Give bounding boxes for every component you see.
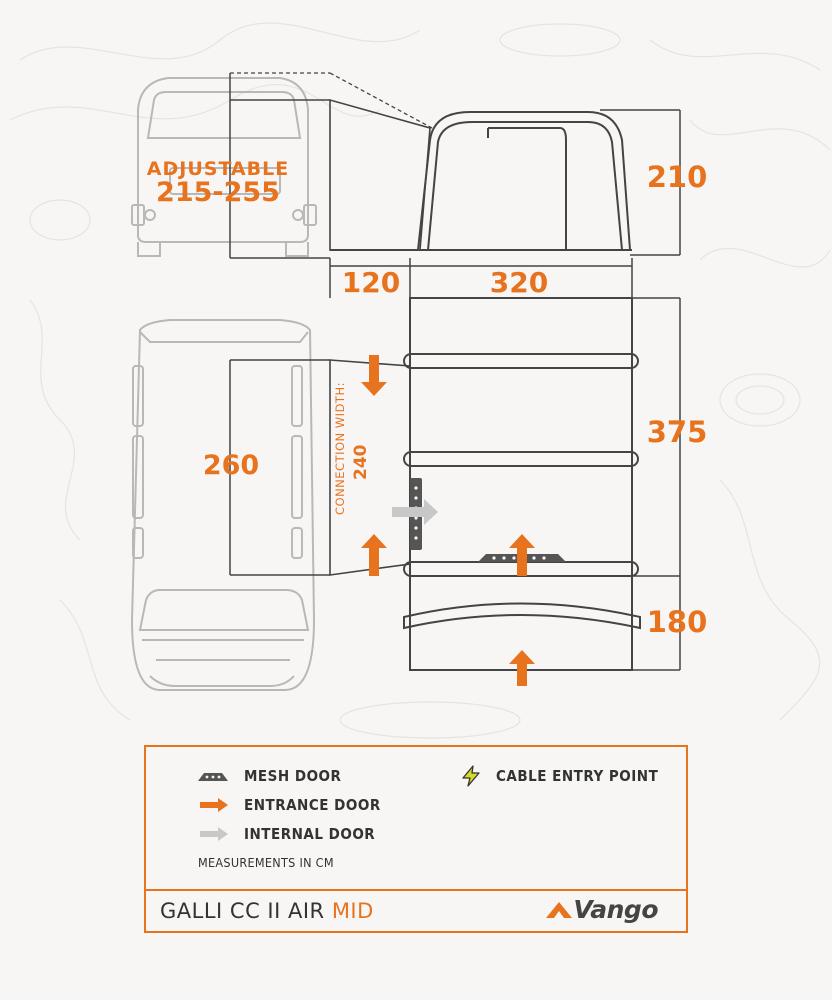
adjustable-range-value: 215-255 (156, 177, 280, 208)
adjustable-label: ADJUSTABLE (146, 158, 290, 180)
product-name: GALLI CC II AIR (160, 899, 325, 923)
legend-mesh-door (196, 767, 341, 785)
connection-width-label: CONNECTION WIDTH: (333, 382, 347, 515)
height-value: 210 (646, 160, 708, 194)
tent-body-side (330, 112, 632, 250)
brand-logo (545, 895, 658, 924)
legend-panel (144, 745, 688, 933)
product-title (160, 899, 374, 923)
legend-internal-door (196, 825, 375, 843)
entrance-arrow-icon (196, 798, 230, 812)
product-variant: MID (331, 899, 374, 923)
legend-divider (146, 889, 686, 891)
mesh-door-icon (196, 770, 230, 782)
van-top-view (132, 320, 314, 690)
legend-internal-door-label: INTERNAL DOOR (244, 825, 376, 843)
brand-name: Vango (573, 895, 658, 924)
entrance-door-arrows (361, 355, 535, 686)
tent-body-plan (404, 298, 640, 670)
connection-width-value: 240 (351, 444, 371, 480)
tent-width-value: 320 (489, 266, 549, 299)
legend-cable-entry-label: CABLE ENTRY POINT (496, 767, 659, 785)
van-connection-value: 260 (202, 450, 260, 481)
legend-cable-entry (460, 765, 658, 787)
legend-entrance-door-label: ENTRANCE DOOR (244, 796, 381, 814)
legend-mesh-door-label: MESH DOOR (244, 767, 342, 785)
internal-arrow-icon (196, 827, 230, 841)
tent-length-value: 375 (646, 415, 708, 449)
connection-tunnel-side (330, 100, 430, 250)
mesh-door-markers (410, 478, 566, 562)
porch-length-value: 180 (646, 605, 708, 639)
lightning-bolt-icon (460, 765, 482, 787)
legend-entrance-door (196, 796, 381, 814)
measurements-note: MEASUREMENTS IN CM (198, 855, 334, 870)
side-depth-value: 120 (341, 266, 401, 299)
vango-tent-logo-icon (545, 901, 573, 919)
